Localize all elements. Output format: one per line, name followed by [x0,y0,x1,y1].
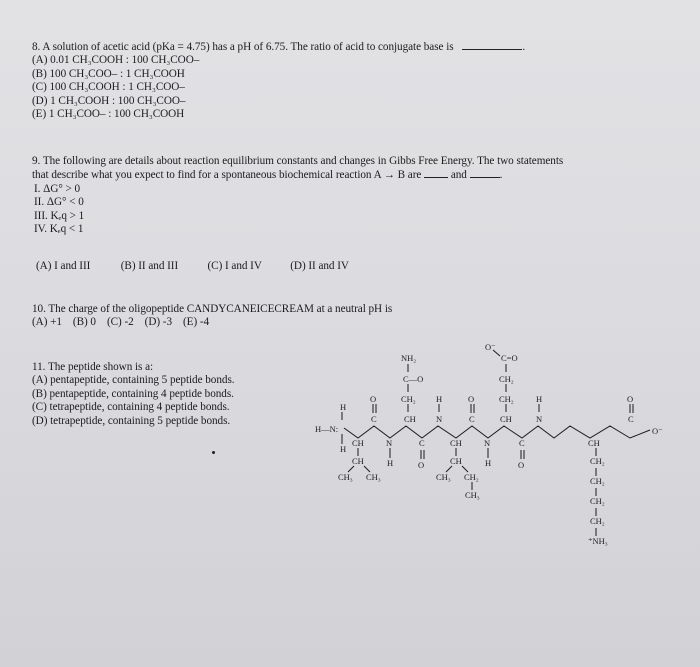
svg-text:H: H [387,458,394,468]
stray-dot [212,451,215,454]
svg-text:N: N [436,414,443,424]
svg-text:H: H [485,458,492,468]
option-d: (D) 1 CH₃COOH : 100 CH₃COO– [32,94,186,107]
svg-text:C: C [371,414,377,424]
option-e: (E) 1 CH₃COO– : 100 CH₃COOH [32,108,185,121]
question-9-stem-line2: that describe what you expect to find for a spontaneous biochemical reaction A → B are [32,169,422,182]
statement-iv: IV. Kₑq < 1 [34,223,84,236]
svg-text:CH: CH [404,414,416,424]
svg-text:O: O [518,460,525,470]
answer-a: (A) I and III [36,260,91,272]
svg-text:O⁻: O⁻ [485,342,496,352]
question-9-stem-line1: 9. The following are details about reaction equilibrium constants and changes in Gibbs Free Energy. The two statements [32,155,564,167]
question-11 [32,361,235,428]
svg-text:H: H [436,394,443,404]
option-c: (C) tetrapeptide, containing 4 peptide bonds. [32,401,230,414]
question-9: 9. The following are details about reaction equilibrium constants and changes in Gibbs Free Energy. The two statements that describe what you expect to find for a spontaneous biochemical reaction A → B are and . I. ΔG° > 0 II. ΔG° < 0 III. Kₑq > 1 IV. Kₑq < 1 [32,155,564,236]
svg-text:CH₂: CH₂ [499,374,514,384]
option-d: (D) tetrapeptide, containing 5 peptide bonds. [32,414,231,427]
svg-text:⁺NH₃: ⁺NH₃ [588,536,608,546]
question-10-options: (A) +1 (B) 0 (C) -2 (D) -3 (E) -4 [32,316,210,329]
svg-text:CH₃: CH₃ [338,472,353,482]
question-10-stem: 10. The charge of the oligopeptide CANDYCANEICECREAM at a neutral pH is [32,303,393,315]
peptide-structure-diagram [300,340,670,575]
svg-text:NH₂: NH₂ [401,353,417,363]
svg-text:C—O: C—O [403,374,424,384]
answer-blank [424,168,448,178]
answer-d: (D) II and IV [290,260,349,272]
svg-text:CH: CH [352,456,364,466]
svg-text:N: N [484,438,491,448]
svg-text:CH₃: CH₃ [436,472,451,482]
svg-text:C: C [419,438,425,448]
option-a: (A) pentapeptide, containing 5 peptide bonds. [32,374,235,387]
question-8-stem: 8. A solution of acetic acid (pKa = 4.75) has a pH of 6.75. The ratio of acid to conjugate base is [32,41,454,53]
svg-text:H—N:: H—N: [315,424,339,434]
svg-text:H: H [536,394,543,404]
option-c: (C) 100 CH₃COOH : 1 CH₃COO– [32,81,185,94]
svg-text:H: H [340,444,347,454]
question-11-stem: 11. The peptide shown is a: [32,361,154,373]
statement-iii: III. Kₑq > 1 [34,209,85,222]
option-b: (B) pentapeptide, containing 4 peptide bonds. [32,387,234,400]
svg-text:C=O: C=O [501,353,518,363]
svg-text:CH: CH [500,414,512,424]
svg-text:CH₂: CH₂ [464,472,479,482]
svg-text:CH: CH [450,456,462,466]
svg-text:C: C [469,414,475,424]
svg-text:CH: CH [450,438,462,448]
svg-text:O: O [418,460,425,470]
svg-text:O: O [627,394,634,404]
svg-text:O⁻: O⁻ [652,426,663,436]
svg-text:H: H [340,402,347,412]
svg-text:C: C [519,438,525,448]
option-a: (A) 0.01 CH₃COOH : 100 CH₃COO– [32,54,200,67]
svg-text:CH: CH [352,438,364,448]
answer-c: (C) I and IV [207,260,262,272]
answer-b: (B) II and III [120,260,179,272]
svg-text:CH₂: CH₂ [590,456,605,466]
svg-text:O: O [370,394,377,404]
svg-text:O: O [468,394,475,404]
svg-text:CH₂: CH₂ [590,496,605,506]
svg-text:CH₃: CH₃ [465,490,480,500]
svg-text:CH₂: CH₂ [401,394,416,404]
question-10 [32,303,392,330]
svg-text:CH₃: CH₃ [366,472,381,482]
svg-text:CH₂: CH₂ [590,516,605,526]
svg-text:C: C [628,414,634,424]
svg-text:N: N [536,414,543,424]
statement-i: I. ΔG° > 0 [34,182,81,195]
svg-text:N: N [386,438,393,448]
question-8: 8. A solution of acetic acid (pKa = 4.75) has a pH of 6.75. The ratio of acid to conjugate base is . (A) 0.01 CH₃COOH : 100 CH₃COO– (B) 100 CH₃COO– : 1 CH₃COOH (C) 100 CH₃COOH : 1 CH₃COO– (D) 1 CH₃COOH : 100 CH₃COO– (E) 1 CH₃COO– : 100 CH₃COOH [32,41,526,121]
statement-ii: II. ΔG° < 0 [34,196,84,209]
answer-blank [470,168,500,178]
answer-blank [462,40,522,50]
svg-text:CH₂: CH₂ [499,394,514,404]
svg-text:CH₂: CH₂ [590,476,605,486]
option-b: (B) 100 CH₃COO– : 1 CH₃COOH [32,67,185,80]
svg-text:CH: CH [588,438,600,448]
question-9-answers [36,260,349,273]
